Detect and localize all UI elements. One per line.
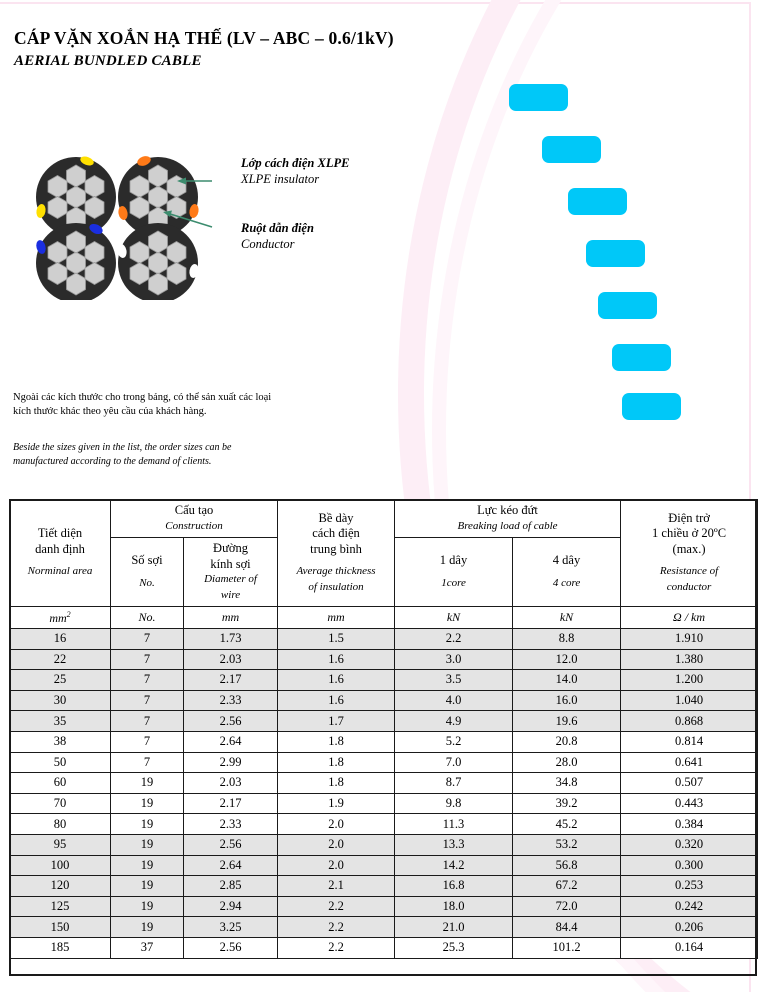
cell-breaking-load-4core: 53.2 bbox=[513, 834, 621, 855]
cyan-block-4 bbox=[586, 240, 645, 267]
header-resistance-vn-1: Điện trở bbox=[668, 510, 710, 525]
cell-nominal-area: 25 bbox=[10, 670, 111, 691]
cell-wire-diameter: 2.56 bbox=[184, 834, 278, 855]
header-insulation-vn-2: cách điện bbox=[312, 526, 360, 541]
table-row bbox=[10, 629, 758, 650]
cell-breaking-load-4core: 19.6 bbox=[513, 711, 621, 732]
cell-breaking-load-1core: 16.8 bbox=[395, 876, 513, 897]
header-wire-count bbox=[111, 538, 184, 607]
table-row bbox=[10, 917, 758, 938]
cyan-block-5 bbox=[598, 292, 657, 319]
table-body bbox=[10, 629, 758, 959]
cell-breaking-load-1core: 7.0 bbox=[395, 752, 513, 773]
cell-nominal-area: 100 bbox=[10, 855, 111, 876]
table-row bbox=[10, 773, 758, 794]
cell-wire-diameter: 2.99 bbox=[184, 752, 278, 773]
cell-resistance: 0.320 bbox=[621, 834, 758, 855]
header-nominal-area-vn-1: Tiết diện bbox=[37, 526, 83, 541]
cell-wire-diameter: 2.85 bbox=[184, 876, 278, 897]
cell-breaking-load-4core: 12.0 bbox=[513, 649, 621, 670]
header-wire-diameter-en-1: Diameter of bbox=[204, 573, 257, 585]
cell-insulation-thickness: 2.0 bbox=[278, 814, 395, 835]
cell-nominal-area: 30 bbox=[10, 690, 111, 711]
table-row bbox=[10, 855, 758, 876]
page-title: CÁP VẶN XOẮN HẠ THẾ (LV – ABC – 0.6/1kV) bbox=[14, 28, 394, 48]
cell-insulation-thickness: 2.0 bbox=[278, 855, 395, 876]
header-wire-count-en: No. bbox=[139, 576, 155, 589]
cell-insulation-thickness: 1.6 bbox=[278, 649, 395, 670]
table-row bbox=[10, 649, 758, 670]
header-four-core bbox=[513, 538, 621, 607]
table-row bbox=[10, 752, 758, 773]
header-resistance-vn-3: (max.) bbox=[672, 541, 706, 556]
cell-breaking-load-1core: 3.0 bbox=[395, 649, 513, 670]
callout-xlpe-en: XLPE insulator bbox=[241, 172, 320, 186]
cell-wire-count: 19 bbox=[111, 876, 184, 897]
cell-insulation-thickness: 1.9 bbox=[278, 793, 395, 814]
cell-wire-count: 7 bbox=[111, 752, 184, 773]
cell-wire-diameter: 1.73 bbox=[184, 629, 278, 650]
header-resistance-en-2: conductor bbox=[666, 580, 712, 593]
table-head bbox=[10, 500, 758, 607]
cell-resistance: 0.242 bbox=[621, 896, 758, 917]
table-row bbox=[10, 834, 758, 855]
table-row bbox=[10, 670, 758, 691]
cell-wire-count: 7 bbox=[111, 690, 184, 711]
header-four-core-vn: 4 dây bbox=[552, 553, 581, 567]
cell-wire-diameter: 2.03 bbox=[184, 773, 278, 794]
cell-breaking-load-4core: 72.0 bbox=[513, 896, 621, 917]
header-nominal-area-vn-2: danh định bbox=[35, 541, 85, 556]
cyan-block-7 bbox=[622, 393, 681, 420]
cable-cross-section-diagram bbox=[34, 155, 214, 300]
table-row bbox=[10, 793, 758, 814]
callout-conductor-en: Conductor bbox=[241, 237, 295, 251]
cell-wire-diameter: 2.33 bbox=[184, 814, 278, 835]
cell-resistance: 0.868 bbox=[621, 711, 758, 732]
unit-wire-diameter: mm bbox=[184, 607, 278, 629]
cell-resistance: 0.164 bbox=[621, 937, 758, 958]
note-en-line-1: Beside the sizes given in the list, the order sizes can be bbox=[13, 442, 232, 453]
unit-four-core: kN bbox=[513, 607, 621, 629]
cell-breaking-load-1core: 4.9 bbox=[395, 711, 513, 732]
cell-wire-count: 37 bbox=[111, 937, 184, 958]
header-spacer bbox=[515, 569, 618, 576]
header-spacer bbox=[12, 557, 108, 564]
cell-insulation-thickness: 1.6 bbox=[278, 690, 395, 711]
cell-wire-diameter: 2.94 bbox=[184, 896, 278, 917]
header-nominal-area bbox=[10, 500, 111, 607]
cell-breaking-load-4core: 101.2 bbox=[513, 937, 621, 958]
cell-insulation-thickness: 1.8 bbox=[278, 773, 395, 794]
cell-nominal-area: 150 bbox=[10, 917, 111, 938]
cell-nominal-area: 22 bbox=[10, 649, 111, 670]
table-row bbox=[10, 731, 758, 752]
cell-breaking-load-1core: 11.3 bbox=[395, 814, 513, 835]
cell-resistance: 0.507 bbox=[621, 773, 758, 794]
header-construction bbox=[111, 500, 278, 538]
header-four-core-en: 4 core bbox=[552, 576, 581, 589]
cell-breaking-load-4core: 56.8 bbox=[513, 855, 621, 876]
header-breaking-load-en: Breaking load of cable bbox=[457, 519, 558, 532]
cell-breaking-load-1core: 4.0 bbox=[395, 690, 513, 711]
cell-breaking-load-1core: 18.0 bbox=[395, 896, 513, 917]
cell-resistance: 0.206 bbox=[621, 917, 758, 938]
header-insulation-vn-3: trung bình bbox=[310, 541, 362, 556]
cell-breaking-load-4core: 45.2 bbox=[513, 814, 621, 835]
header-spacer bbox=[623, 557, 755, 564]
cell-resistance: 0.300 bbox=[621, 855, 758, 876]
cell-wire-count: 7 bbox=[111, 670, 184, 691]
cell-insulation-thickness: 1.8 bbox=[278, 752, 395, 773]
cell-wire-diameter: 2.56 bbox=[184, 937, 278, 958]
cell-nominal-area: 60 bbox=[10, 773, 111, 794]
cell-breaking-load-1core: 21.0 bbox=[395, 917, 513, 938]
header-wire-diameter-vn-2: kính sợi bbox=[210, 556, 251, 571]
header-wire-diameter bbox=[184, 538, 278, 607]
cell-resistance: 1.380 bbox=[621, 649, 758, 670]
note-vn-line-2: kích thước khác theo yêu cầu của khách hàng. bbox=[13, 406, 207, 417]
table-units bbox=[10, 607, 758, 629]
cell-nominal-area: 95 bbox=[10, 834, 111, 855]
cell-nominal-area: 125 bbox=[10, 896, 111, 917]
header-resistance-en-1: Resistance of bbox=[659, 565, 719, 578]
note-vietnamese bbox=[13, 391, 271, 419]
specification-table-wrapper bbox=[9, 499, 757, 959]
cell-resistance: 0.641 bbox=[621, 752, 758, 773]
cell-breaking-load-4core: 28.0 bbox=[513, 752, 621, 773]
cell-resistance: 0.384 bbox=[621, 814, 758, 835]
cell-breaking-load-4core: 39.2 bbox=[513, 793, 621, 814]
cell-breaking-load-4core: 8.8 bbox=[513, 629, 621, 650]
table-row bbox=[10, 876, 758, 897]
cell-nominal-area: 35 bbox=[10, 711, 111, 732]
header-one-core-vn: 1 dây bbox=[439, 553, 468, 567]
cell-wire-count: 19 bbox=[111, 814, 184, 835]
cyan-block-6 bbox=[612, 344, 671, 371]
cell-wire-diameter: 2.17 bbox=[184, 793, 278, 814]
cell-wire-diameter: 2.17 bbox=[184, 670, 278, 691]
header-nominal-area-en: Norminal area bbox=[27, 565, 93, 578]
cell-resistance: 1.040 bbox=[621, 690, 758, 711]
cell-breaking-load-1core: 14.2 bbox=[395, 855, 513, 876]
cell-nominal-area: 70 bbox=[10, 793, 111, 814]
note-en-line-2: manufactured according to the demand of clients. bbox=[13, 456, 212, 467]
note-english bbox=[13, 441, 231, 469]
table-row bbox=[10, 690, 758, 711]
table-row bbox=[10, 937, 758, 958]
cell-wire-count: 19 bbox=[111, 834, 184, 855]
header-insulation-thickness bbox=[278, 500, 395, 607]
cell-wire-count: 7 bbox=[111, 649, 184, 670]
header-construction-en: Construction bbox=[165, 519, 223, 532]
unit-row bbox=[10, 607, 758, 629]
callout-conductor bbox=[241, 220, 314, 252]
cell-nominal-area: 185 bbox=[10, 937, 111, 958]
unit-nominal-area bbox=[10, 607, 111, 629]
header-wire-count-vn: Số sợi bbox=[131, 553, 163, 567]
unit-area-text: mm bbox=[49, 610, 67, 625]
header-insulation-vn-1: Bề dày bbox=[318, 510, 354, 525]
cell-resistance: 0.253 bbox=[621, 876, 758, 897]
header-insulation-en-1: Average thickness bbox=[296, 565, 376, 578]
header-insulation-en-2: of insulation bbox=[308, 580, 364, 593]
unit-one-core: kN bbox=[395, 607, 513, 629]
cell-insulation-thickness: 2.2 bbox=[278, 896, 395, 917]
cell-breaking-load-4core: 20.8 bbox=[513, 731, 621, 752]
header-breaking-load-vn: Lực kéo đứt bbox=[477, 503, 538, 517]
header-wire-diameter-vn-1: Đường bbox=[213, 541, 248, 555]
cell-breaking-load-1core: 5.2 bbox=[395, 731, 513, 752]
cell-nominal-area: 50 bbox=[10, 752, 111, 773]
cell-breaking-load-1core: 25.3 bbox=[395, 937, 513, 958]
header-wire-diameter-en-2: wire bbox=[220, 588, 241, 601]
cell-nominal-area: 16 bbox=[10, 629, 111, 650]
cell-wire-diameter: 2.56 bbox=[184, 711, 278, 732]
cell-insulation-thickness: 1.8 bbox=[278, 731, 395, 752]
callout-conductor-vn: Ruột dẫn điện bbox=[241, 221, 314, 235]
header-one-core bbox=[395, 538, 513, 607]
cell-wire-diameter: 2.33 bbox=[184, 690, 278, 711]
cell-breaking-load-1core: 3.5 bbox=[395, 670, 513, 691]
cell-wire-diameter: 2.64 bbox=[184, 855, 278, 876]
cell-insulation-thickness: 1.5 bbox=[278, 629, 395, 650]
header-breaking-load bbox=[395, 500, 621, 538]
cyan-block-2 bbox=[542, 136, 601, 163]
cell-wire-count: 19 bbox=[111, 793, 184, 814]
cell-breaking-load-4core: 84.4 bbox=[513, 917, 621, 938]
cell-resistance: 1.200 bbox=[621, 670, 758, 691]
header-row-top bbox=[10, 500, 758, 538]
cell-insulation-thickness: 2.1 bbox=[278, 876, 395, 897]
header-resistance-vn-2: 1 chiều ở 20ºC bbox=[652, 526, 727, 541]
unit-insulation-thickness: mm bbox=[278, 607, 395, 629]
page-subtitle: AERIAL BUNDLED CABLE bbox=[14, 53, 202, 69]
cell-nominal-area: 80 bbox=[10, 814, 111, 835]
header-spacer bbox=[397, 569, 510, 576]
header-spacer bbox=[113, 569, 181, 576]
cell-breaking-load-4core: 16.0 bbox=[513, 690, 621, 711]
cell-resistance: 0.814 bbox=[621, 731, 758, 752]
cell-resistance: 0.443 bbox=[621, 793, 758, 814]
cell-wire-count: 19 bbox=[111, 855, 184, 876]
cell-insulation-thickness: 1.7 bbox=[278, 711, 395, 732]
cell-wire-count: 19 bbox=[111, 917, 184, 938]
table-row bbox=[10, 814, 758, 835]
cell-wire-count: 19 bbox=[111, 896, 184, 917]
cell-resistance: 1.910 bbox=[621, 629, 758, 650]
header-resistance bbox=[621, 500, 758, 607]
specification-table bbox=[9, 499, 758, 959]
unit-resistance: Ω / km bbox=[621, 607, 758, 629]
cell-nominal-area: 120 bbox=[10, 876, 111, 897]
cell-wire-diameter: 2.64 bbox=[184, 731, 278, 752]
cell-breaking-load-1core: 2.2 bbox=[395, 629, 513, 650]
header-construction-vn: Cấu tạo bbox=[174, 503, 214, 517]
cell-insulation-thickness: 2.2 bbox=[278, 937, 395, 958]
cell-insulation-thickness: 2.0 bbox=[278, 834, 395, 855]
cell-wire-count: 7 bbox=[111, 629, 184, 650]
cell-breaking-load-1core: 13.3 bbox=[395, 834, 513, 855]
cell-breaking-load-4core: 14.0 bbox=[513, 670, 621, 691]
header-spacer bbox=[280, 557, 392, 564]
unit-area-exponent: 2 bbox=[66, 609, 71, 619]
cyan-block-1 bbox=[509, 84, 568, 111]
cell-breaking-load-4core: 67.2 bbox=[513, 876, 621, 897]
unit-wire-count: No. bbox=[111, 607, 184, 629]
cell-breaking-load-1core: 8.7 bbox=[395, 773, 513, 794]
cell-insulation-thickness: 1.6 bbox=[278, 670, 395, 691]
cell-nominal-area: 38 bbox=[10, 731, 111, 752]
header-one-core-en: 1core bbox=[441, 576, 466, 589]
cell-wire-diameter: 2.03 bbox=[184, 649, 278, 670]
cyan-block-3 bbox=[568, 188, 627, 215]
table-row bbox=[10, 711, 758, 732]
cell-wire-diameter: 3.25 bbox=[184, 917, 278, 938]
cell-insulation-thickness: 2.2 bbox=[278, 917, 395, 938]
callout-xlpe-insulator bbox=[241, 155, 349, 187]
callout-xlpe-vn: Lớp cách điện XLPE bbox=[241, 156, 350, 170]
cell-breaking-load-4core: 34.8 bbox=[513, 773, 621, 794]
cell-wire-count: 7 bbox=[111, 731, 184, 752]
cell-wire-count: 7 bbox=[111, 711, 184, 732]
table-row bbox=[10, 896, 758, 917]
cell-breaking-load-1core: 9.8 bbox=[395, 793, 513, 814]
note-vn-line-1: Ngoài các kích thước cho trong bảng, có thể sản xuất các loại bbox=[13, 392, 272, 403]
cell-wire-count: 19 bbox=[111, 773, 184, 794]
